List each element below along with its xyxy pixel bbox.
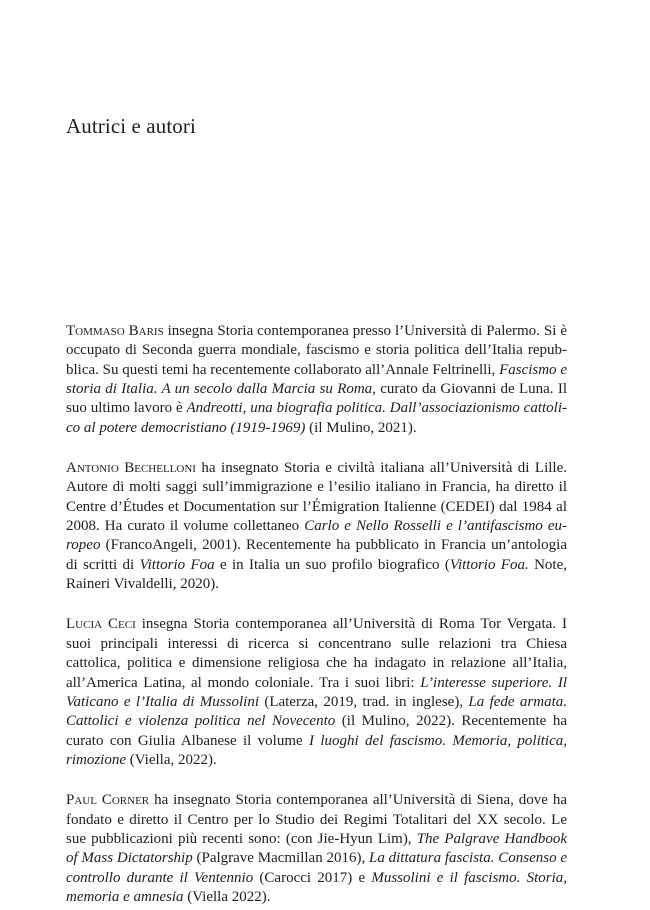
bio-text: (Carocci 2017) e [253,869,372,886]
bio-text: ha insegnato Storia e civiltà italiana all’Università di Lille. Autore di molti saggi sull’immigrazione e l’esilio italiano in Francia, ha diretto il Centre d’Études et Documentation sur l’Émigration Italienne (CEDEI) dal 1984 al 2008. Ha curato il volume collettaneo [66,460,567,535]
author-bio [66,322,567,438]
author-bios [66,322,567,907]
author-name: Lucia Ceci [66,616,136,633]
bio-text: (Laterza, 2019, trad. in inglese), [258,693,469,710]
bio-text: ha insegnato Storia contemporanea all’Università di Siena, dove ha fondato e diretto il Centro per lo Studio dei Regimi Totalitari del XX secolo. Le sue pubblicazioni più recenti sono: (con Jie-Hyun Lim), [66,792,567,847]
bio-text: (Viella, 2022). [126,751,217,768]
author-bio [66,791,567,907]
bio-text: (FrancoAngeli, 2001). Recentemente ha pubblicato in Francia un’antologia di scritti di [66,537,567,573]
book-title: Vittorio Foa [139,556,215,573]
bio-text: (il Mulino, 2021). [305,419,417,436]
book-title: La dittatura fascista. Consenso e controllo durante il Ventennio [66,850,567,886]
author-bio [66,459,567,594]
book-title: I luoghi del fascismo. Memoria, politica, rimozione [66,732,567,768]
page-title: Autrici e autori [66,114,196,138]
author-name: Antonio Bechelloni [66,460,196,477]
author-bio [66,615,567,770]
bio-text: Note, Raineri Vivaldelli, 2020). [66,556,567,593]
bio-text: insegna Storia contemporanea all’Università di Roma Tor Vergata. I suoi principali interessi di ricerca si concentrano sulle relazioni tra Chiesa cattolica, politica e dimensione religiosa che ha indagato in relazione all’Italia, all’America Latina, al mondo coloniale. Tra i suoi libri: [66,616,567,691]
book-title: L’interesse superiore. Il Vaticano e l’Italia di Mussolini [66,674,567,710]
bio-text: , curato da Giovanni de Luna. Il suo ultimo lavoro è [66,381,567,417]
bio-text: (Palgrave Macmillan 2016), [192,850,369,867]
book-title: La fede armata. Cattolici e violenza politica nel Novecento [66,693,567,730]
book-title: Andreotti, una biografia politica. Dall’associazionismo cattolico al potere democristiano (1919-1969) [66,400,567,436]
book-title: Carlo e Nello Rosselli e l’antifascismo europeo [66,518,567,554]
bio-text: e in Italia un suo profilo biografico ( [214,556,450,573]
author-name: Tommaso Baris [66,323,164,339]
bio-text: (il Mulino, 2022). Recentemente ha curato con Giulia Albanese il volume [66,713,567,749]
bio-text: (Viella 2022). [183,888,271,905]
book-title: The Palgrave Handbook of Mass Dictatorship [66,830,567,867]
book-title: Vittorio Foa. [449,556,529,573]
author-name: Paul Corner [66,792,150,809]
bio-text: insegna Storia contemporanea presso l’Università di Palermo. Si è occupato di Seconda guerra mondiale, fascismo e storia politica dell’Italia repubblica. Su questi temi ha recentemente collaborato all’Annale Feltrinelli, [66,323,567,378]
book-title: Mussolini e il fascismo. Storia, memoria e amnesia [66,869,568,905]
book-title: Fascismo e storia di Italia. A un secolo dalla Marcia su Roma [66,361,567,398]
